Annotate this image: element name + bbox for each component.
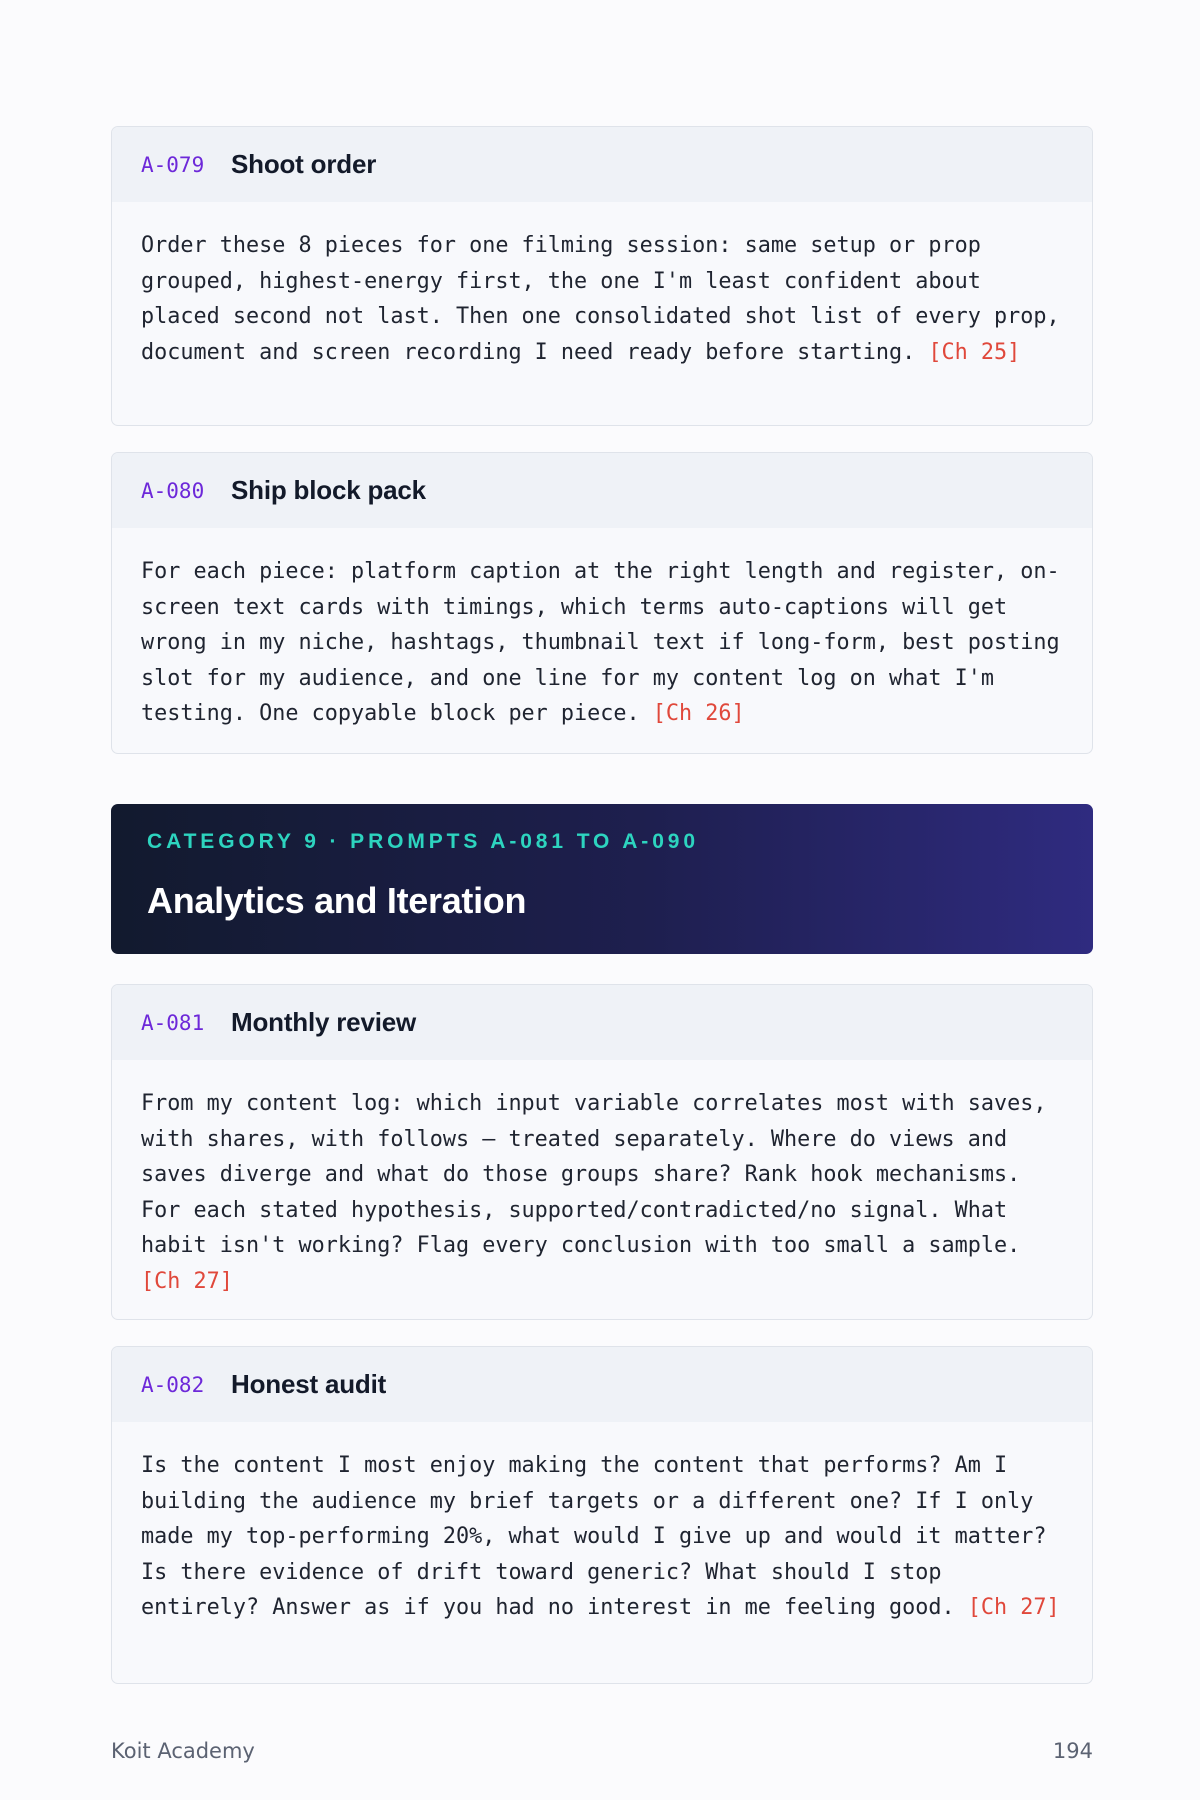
prompt-title: Monthly review [231,1007,417,1037]
prompt-card-header [112,453,1092,528]
prompt-body [112,202,1092,392]
prompt-card-header [112,127,1092,202]
footer-brand: Koit Academy [111,1739,255,1763]
prompt-body [112,1060,1092,1320]
category-title: Analytics and Iteration [147,880,527,921]
prompt-title: Honest audit [231,1369,387,1399]
chapter-reference: [Ch 27] [141,1268,233,1294]
prompt-body [112,1422,1092,1648]
chapter-reference: [Ch 27] [967,1595,1060,1620]
prompt-code: A-081 [141,1010,205,1035]
prompt-title: Ship block pack [231,475,426,505]
prompt-code: A-080 [141,478,205,503]
page-number: 194 [1052,1739,1093,1763]
prompt-title: Shoot order [231,149,377,179]
category-banner [111,804,1093,954]
chapter-reference: [Ch 26] [652,701,745,726]
prompt-body [112,528,1092,754]
prompt-card-header [112,985,1092,1060]
prompt-text: For each piece: platform caption at the right length and register, on-screen text cards with timings, which terms auto-captions will get wrong in my niche, hashtags, thumbnail text if long-form, best posting slot for my audience, and one line for my content log on what I'm testing. One copyable block per piece. [141,559,1060,726]
prompt-card [111,452,1093,754]
prompt-code: A-082 [141,1372,205,1397]
prompt-card [111,1346,1093,1684]
prompt-text: Is the content I most enjoy making the content that performs? Am I building the audience my brief targets or a different one? If I only made my top-performing 20%, what would I give up and would it matter? Is there evidence of drift toward generic? What should I stop entirely? Answer as if you had no interest in me feeling good. [141,1453,1047,1620]
prompt-card-header [112,1347,1092,1422]
category-kicker: CATEGORY 9 · PROMPTS A-081 TO A-090 [147,830,699,853]
chapter-reference: [Ch 25] [928,339,1021,365]
prompt-card [111,984,1093,1320]
prompt-text: From my content log: which input variable correlates most with saves, with shares, with follows — treated separately. Where do views and saves diverge and what do those groups share? Rank hook mechanisms. For each stated hypothesis, supported/contradicted/no signal. What habit isn't working? Flag every conclusion with too small a sample. [141,1091,1047,1258]
prompt-code: A-079 [141,152,205,177]
prompt-card [111,126,1093,426]
prompt-text: Order these 8 pieces for one filming session: same setup or prop grouped, highest-energy first, the one I'm least confident about placed second not last. Then one consolidated shot list of every prop, document and screen recording I need ready before starting. [141,233,1060,365]
